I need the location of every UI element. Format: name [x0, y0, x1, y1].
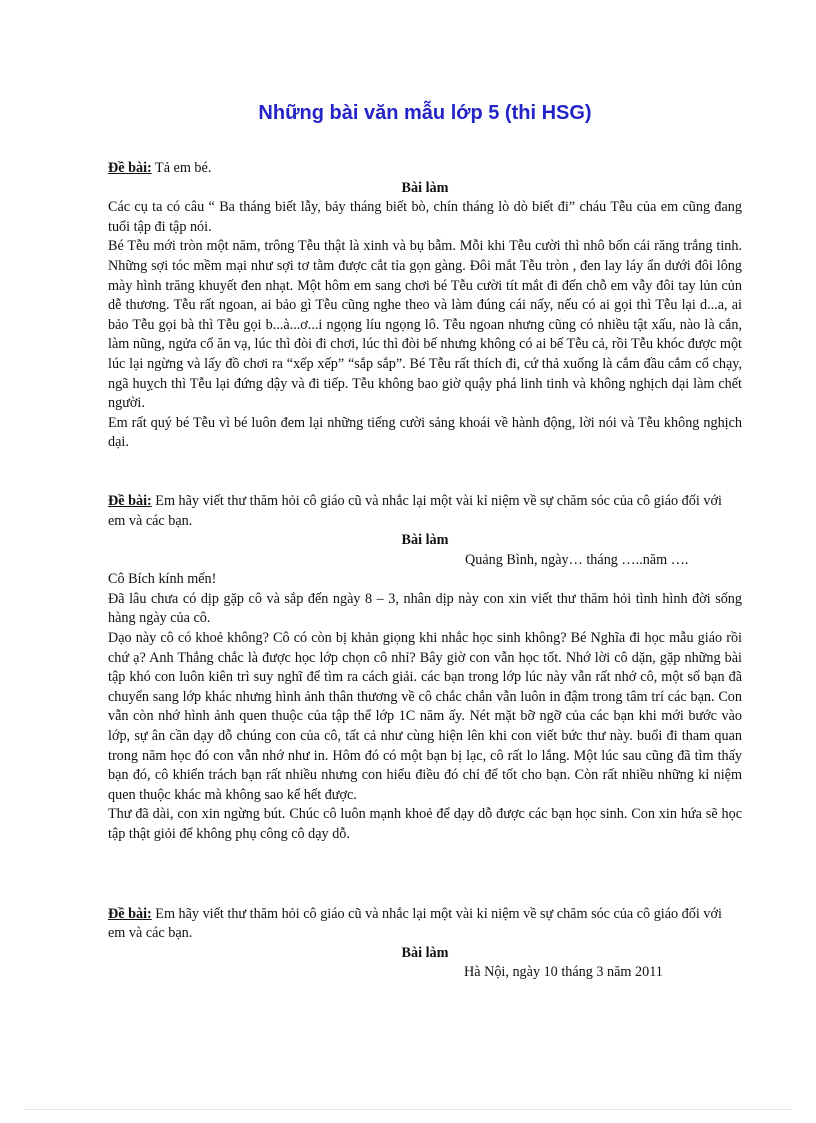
topic-label: Đề bài: — [108, 905, 152, 922]
topic-text: Tả em bé. — [151, 160, 212, 176]
paragraph: Thư đã dài, con xin ngừng bút. Chúc cô luôn mạnh khoẻ để dạy dỗ được các bạn học sinh. Con xin hứa sẽ học tập thật giỏi để không phụ công cô dạy dỗ. — [108, 806, 742, 842]
paragraph: Dạo này cô có khoẻ không? Cô có còn bị khản giọng khi nhắc học sinh không? Bé Nghĩa đi học mẫu giáo rồi chứ ạ? Anh Thắng chắc là được học lớp chọn cô nhỉ? Bây giờ con vẫn học tốt. Nhớ lời cô dặn, gặp những bài tập khó con luôn kiên trì suy nghĩ để tìm ra cách giải. các bạn trong lớp lúc này vẫn rất nhớ cô, một số bạn đã chuyển sang lớp khác nhưng hình ảnh thân thương về cô chắc chắn vẫn luôn in đậm trong tâm trí các bạn. Con vẫn còn nhớ hình ảnh quen thuộc của tập thể lớp 1C năm ấy. Nét mặt bỡ ngỡ của các bạn khi mới bước vào lớp, sự ân cần dạy dỗ chúng con của cô, tất cả như cùng hiện lên khi con viết bức thư này. buổi đi tham quan trong năm học đó con vẫn nhớ như in. Hôm đó có một bạn bị lạc, cô rất lo lắng. Một lúc sau cũng đã tìm thấy bạn đó, cô khiển trách bạn rất nhiều nhưng con hiểu điều đó chỉ để tốt cho bạn. Còn rất nhiều những kỉ niệm quen thuộc khác mà không sao kể hết được. — [108, 630, 742, 803]
letter-date: Hà Nội, ngày 10 tháng 3 năm 2011 — [464, 964, 663, 981]
paragraph: Bé Tễu mới tròn một năm, trông Tễu thật là xinh và bụ bẫm. Mỗi khi Tễu cười thì nhô bốn cái răng trắng tinh. Những sợi tóc mềm mại như sợi tơ tằm được cắt tỉa gọn gàng. Đôi mắt Tễu tròn , đen lay láy ẩn dưới đôi lông mày hình trăng khuyết đen nhạt. Một hôm em sang chơi bé Tễu cười tít mắt đi đến chỗ em vẫy đôi tay lủn củn dễ thương. Tễu rất ngoan, ai bảo gì Tễu cũng nghe theo và làm đúng cái nấy, nếu có ai gọi thì Tễu lại d...a, ai bảo Tễu gọi bà thì Tễu gọi b...à...ơ...i ngọng líu ngọng lô. Tễu ngoan nhưng cũng có nhiều tật xấu, nào là cắn, làm nũng, ngửa cổ ăn vạ, lúc thì đòi đi chơi, lúc thì đòi bế nhưng không có ai bế Tễu cả, rồi Tễu khóc được một lúc lại ngừng và lấy đồ chơi ra “xếp xếp” “sắp sắp”. Bé Tễu rất thích đi, cứ thả xuống là cắm đầu cắm cổ chạy, ngã huỵch thì Tễu lại đứng dậy và đi tiếp. Tễu không bao giờ quậy phá linh tinh và không nghịch dại làm chết người. — [108, 238, 742, 412]
letter-date: Quảng Bình, ngày… tháng …..năm …. — [465, 551, 689, 568]
paragraph: Đã lâu chưa có dịp gặp cô và sắp đến ngày 8 – 3, nhân dịp này con xin viết thư thăm hỏi tình hình đời sống hàng ngày của cô. — [108, 590, 742, 627]
paragraph: Các cụ ta có câu “ Ba tháng biết lẫy, bảy tháng biết bò, chín tháng lò dò biết đi” cháu Tễu của em cũng đang tuổi tập đi tập nói. — [108, 199, 742, 235]
essay-section-2 — [108, 492, 742, 845]
paragraph: Em rất quý bé Tễu vì bé luôn đem lại những tiếng cười sảng khoái về hành động, lời nói và Tễu không nghịch dại. — [108, 414, 742, 451]
essay-section-1 — [108, 159, 742, 453]
page-bottom-divider — [25, 1109, 791, 1110]
topic-line — [108, 159, 742, 179]
bai-lam-heading: Bài làm — [401, 532, 449, 549]
document-page — [108, 100, 742, 983]
topic-text: Em hãy viết thư thăm hỏi cô giáo cũ và nhắc lại một vài kỉ niệm về sự chăm sóc của cô giáo đối với em và các bạn. — [108, 492, 722, 529]
letter-greeting: Cô Bích kính mến! — [108, 571, 217, 588]
topic-label: Đề bài: — [108, 160, 152, 176]
topic-text: Em hãy viết thư thăm hỏi cô giáo cũ và nhắc lại một vài kỉ niệm về sự chăm sóc của cô giáo đối với em và các bạn. — [108, 905, 722, 942]
section-gap — [108, 845, 742, 905]
topic-line — [108, 905, 742, 944]
topic-label: Đề bài: — [108, 492, 152, 509]
bai-lam-heading: Bài làm — [401, 944, 449, 961]
topic-line — [108, 492, 742, 531]
section-gap — [108, 453, 742, 492]
page-title: Những bài văn mẫu lớp 5 (thi HSG) — [258, 102, 592, 124]
essay-section-3 — [108, 905, 742, 983]
bai-lam-heading: Bài làm — [401, 179, 449, 196]
